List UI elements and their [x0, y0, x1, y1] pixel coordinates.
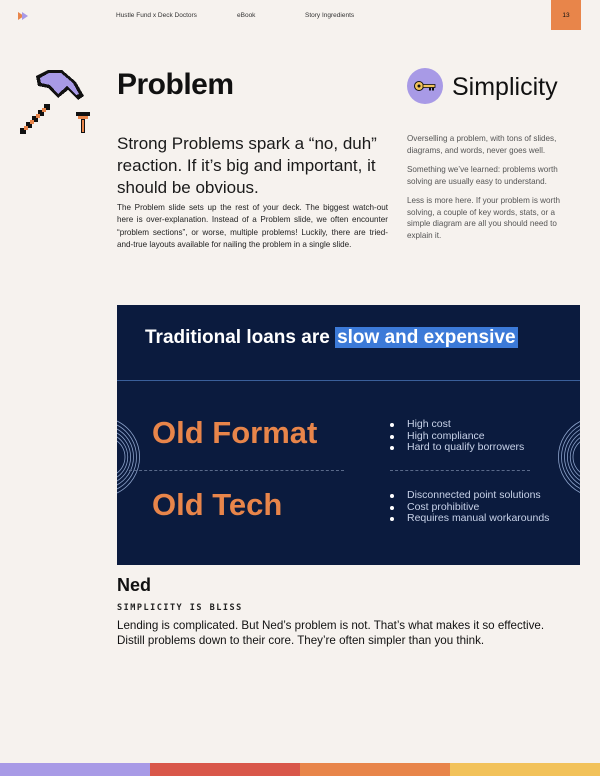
example-body: Lending is complicated. But Ned’s problem is not. That’s what makes it so effective. Distill problems down to their core. They’re often simpler than you think.	[117, 619, 545, 647]
tag-label: Simplicity	[452, 73, 558, 101]
body-paragraph: The Problem slide sets up the rest of your deck. The biggest watch-out here is over-explanation. Instead of a Problem slide, we often encounter “problem sections”, or worse, multiple problems! Luckily, there are tried-and-true layouts available for nailing the problem in a single slide.	[117, 203, 388, 250]
page-number: 13	[551, 0, 581, 30]
bullet-item: Disconnected point solutions	[387, 490, 549, 502]
footer-bar-yellow	[450, 763, 600, 776]
slide-row-title-1: Old Format	[152, 415, 318, 450]
slide-bullets-1	[387, 419, 524, 454]
sidebar-paragraph-3: Less is more here. If your problem is worth solving, a couple of key words, stats, or a simple diagram are all you should need to explain it.	[407, 196, 560, 240]
bullet-item: High compliance	[387, 431, 524, 443]
arc-left-decoration	[117, 417, 151, 497]
slide-dotted-divider	[390, 470, 530, 471]
slide-headline	[145, 327, 518, 349]
bullet-item: Cost prohibitive	[387, 502, 549, 514]
slide-headline-prefix: Traditional loans are	[145, 327, 330, 348]
hammer-icon	[18, 68, 98, 140]
key-icon	[413, 80, 437, 92]
page-title: Problem	[117, 68, 234, 101]
sidebar-paragraph-1: Overselling a problem, with tons of slides, diagrams, and words, never goes well.	[407, 134, 557, 155]
slide-headline-highlight: slow and expensive	[337, 327, 516, 348]
footer-bar-orange	[300, 763, 450, 776]
example-subtitle: SIMPLICITY IS BLISS	[117, 603, 243, 613]
tag-badge	[407, 68, 443, 104]
sidebar-paragraph-2: Something we’ve learned: problems worth solving are usually easy to understand.	[407, 165, 558, 186]
header-format: eBook	[237, 12, 256, 19]
footer-bar-red	[150, 763, 300, 776]
lead-statement: Strong Problems spark a “no, duh” reaction. If it’s big and important, it should be obvious.	[117, 134, 377, 197]
slide-dotted-divider	[129, 470, 344, 471]
slide-row-title-2: Old Tech	[152, 487, 283, 522]
bullet-item: Requires manual workarounds	[387, 513, 549, 525]
brand-logo-icon	[18, 12, 30, 20]
footer-bar-purple	[0, 763, 150, 776]
header-section: Story Ingredients	[305, 12, 355, 19]
slide-divider	[117, 380, 580, 381]
bullet-item: Hard to qualify borrowers	[387, 442, 524, 454]
header-brand: Hustle Fund x Deck Doctors	[116, 12, 197, 19]
arc-right-decoration	[537, 417, 580, 497]
bullet-item: High cost	[387, 419, 524, 431]
example-slide	[117, 305, 580, 565]
example-company: Ned	[117, 575, 152, 595]
slide-bullets-2	[387, 490, 549, 525]
